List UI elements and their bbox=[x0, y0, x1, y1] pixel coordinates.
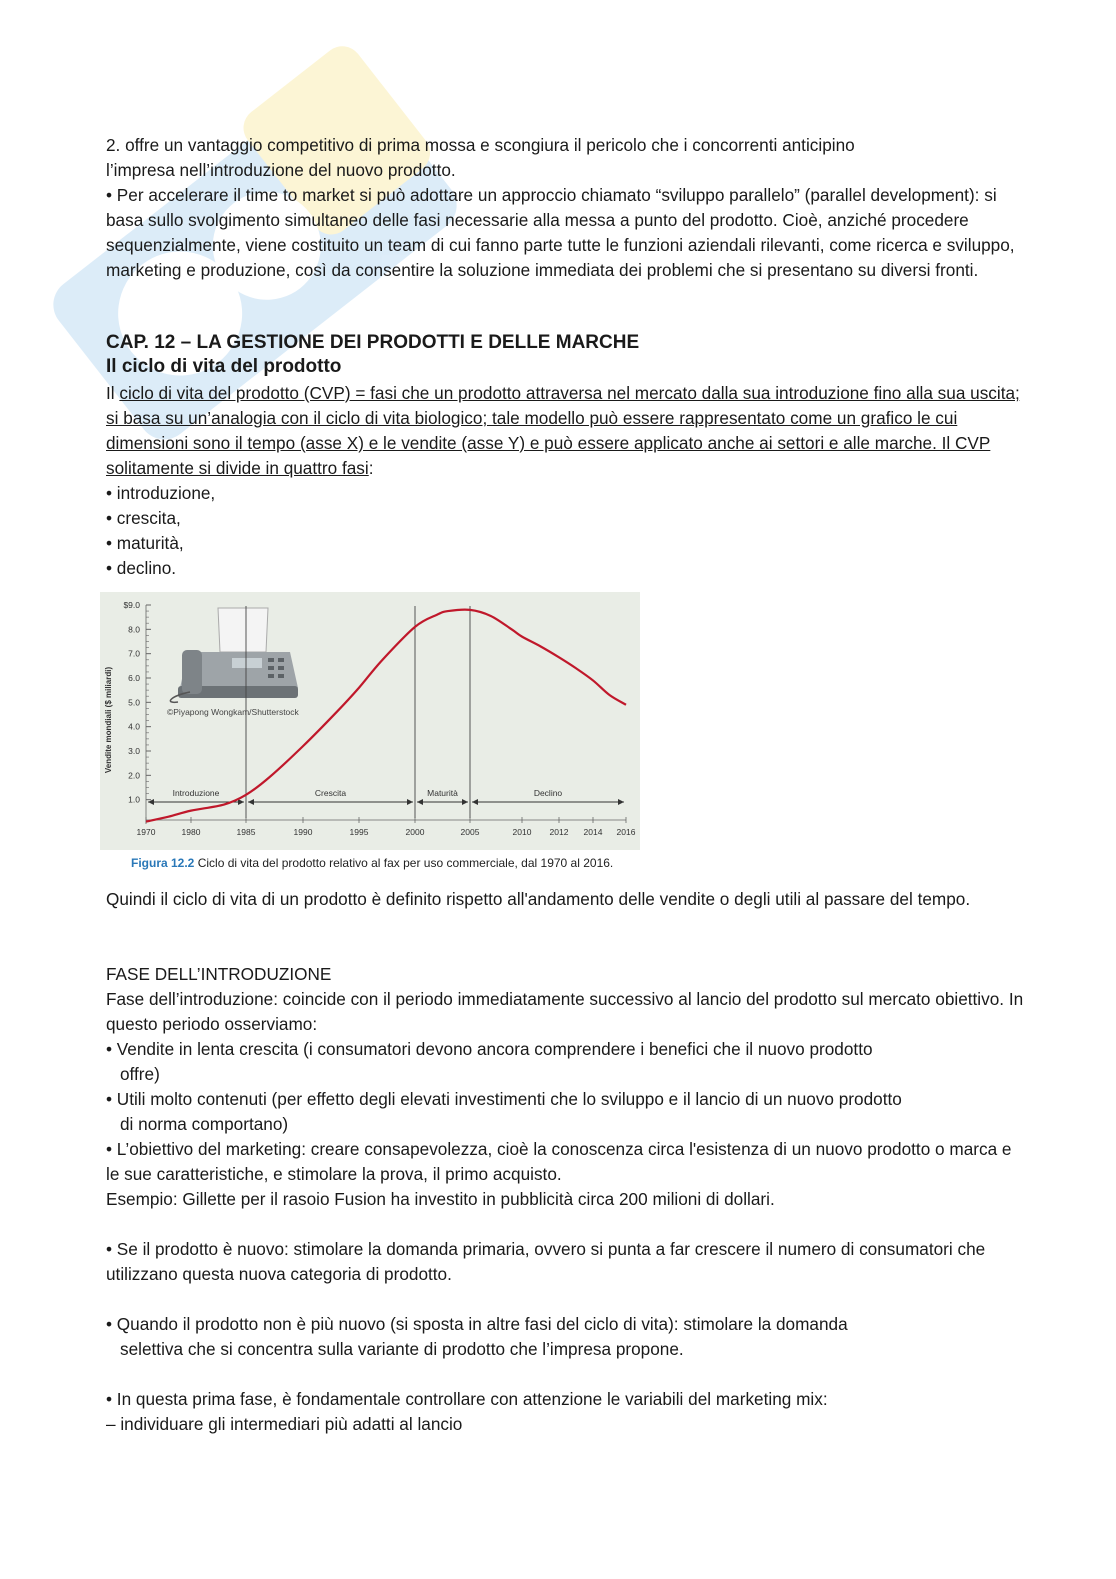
photo-credit: ©Piyapong Wongkam/Shutterstock bbox=[167, 707, 299, 717]
introduction-heading: FASE DELL’INTRODUZIONE bbox=[106, 964, 332, 984]
definition-block bbox=[106, 381, 1026, 581]
chapter-title: CAP. 12 – LA GESTIONE DEI PRODOTTI E DELLE MARCHE bbox=[106, 332, 640, 353]
bullet-not-new: • Quando il prodotto non è più nuovo (si sposta in altre fasi del ciclo di vita): stimolare la domanda bbox=[106, 1314, 848, 1334]
introduction-definition: Fase dell’introduzione: coincide con il periodo immediatamente successivo al lancio del prodotto sul mercato obiettivo. In questo periodo osserviamo: bbox=[106, 989, 1024, 1034]
x-tick-label: 2014 bbox=[583, 827, 603, 837]
definition-paragraph bbox=[106, 381, 1026, 481]
x-tick-label: 1990 bbox=[293, 827, 313, 837]
bullet-objective: • L’obiettivo del marketing: creare consapevolezza, cioè la conoscenza circa l'esistenza di un nuovo prodotto o marca e le sue caratteristiche, e stimolare la prova, il primo acquisto. bbox=[106, 1139, 1012, 1184]
intro-line-1: 2. offre un vantaggio competitivo di prima mossa e scongiura il pericolo che i concorrenti anticipino bbox=[106, 135, 855, 155]
section-title: Il ciclo di vita del prodotto bbox=[106, 356, 342, 377]
phase-label: Declino bbox=[533, 788, 563, 798]
example-text: Esempio: Gillette per il rasoio Fusion ha investito in pubblicità circa 200 milioni di dollari. bbox=[106, 1189, 775, 1209]
bullet-new-product: • Se il prodotto è nuovo: stimolare la domanda primaria, ovvero si punta a far crescere il numero di consumatori che utilizzano questa nuova categoria di prodotto. bbox=[106, 1239, 986, 1284]
phase-item-3: • maturità, bbox=[106, 533, 184, 553]
intro-line-2: l’impresa nell’introduzione del nuovo prodotto. bbox=[106, 160, 456, 180]
definition-prefix: Il bbox=[106, 383, 120, 403]
spacer-3 bbox=[106, 1362, 1026, 1387]
definition-underlined: ciclo di vita del prodotto (CVP) = fasi che un prodotto attraversa nel mercato dalla sua introduzione fino alla sua uscita; si basa su un’analogia con il ciclo di vita biologico; tale modello può essere rappresentato come un grafico le cui dimensioni sono il tempo (asse X) e le vendite (asse Y) e può essere applicato anche ai settori e alle marche. Il CVP solitamente si divide in quattro fasi bbox=[106, 383, 1020, 478]
figure-caption bbox=[131, 856, 613, 870]
y-tick-label: 1.0 bbox=[128, 794, 140, 805]
intro-bullet: • Per accelerare il time to market si può adottare un approccio chiamato “sviluppo parallelo” (parallel development): si basa sullo svolgimento simultaneo delle fasi necessarie alla messa a punto del prodotto. Cioè, anziché procedere sequenzialmente, viene costituito un team di cui fanno parte tutte le funzioni aziendali rilevanti, come ricerca e sviluppo, marketing e produzione, così da consentire la soluzione immediata dei problemi che si presentano su diversi fronti. bbox=[106, 185, 1015, 280]
y-tick-label: 8.0 bbox=[128, 624, 140, 635]
bullet-sales-cont: offre) bbox=[120, 1064, 160, 1084]
definition-suffix: : bbox=[368, 458, 374, 478]
y-tick-label: 2.0 bbox=[128, 770, 140, 781]
x-tick-label: 2012 bbox=[549, 827, 569, 837]
caption-text: Ciclo di vita del prodotto relativo al fax per uso commerciale, dal 1970 al 2016. bbox=[194, 856, 614, 870]
phase-item-4: • declino. bbox=[106, 558, 177, 578]
y-tick-label: 5.0 bbox=[128, 697, 140, 708]
x-tick-label: 2010 bbox=[512, 827, 532, 837]
x-tick-label: 1970 bbox=[136, 827, 156, 837]
y-tick-label: 4.0 bbox=[128, 721, 140, 732]
phase-label: Crescita bbox=[314, 788, 347, 798]
intro-paragraph bbox=[106, 133, 1026, 283]
bullet-profits: • Utili molto contenuti (per effetto degli elevati investimenti che lo sviluppo e il lancio di un nuovo prodotto bbox=[106, 1089, 902, 1109]
phase-item-1: • introduzione, bbox=[106, 483, 216, 503]
x-tick-label: 1980 bbox=[181, 827, 201, 837]
y-axis-label: Vendite mondiali ($ miliardi) bbox=[104, 666, 113, 774]
y-tick-label: $9.0 bbox=[123, 600, 140, 610]
phase-item-2: • crescita, bbox=[106, 508, 181, 528]
bullet-sales: • Vendite in lenta crescita (i consumatori devono ancora comprendere i benefici che il nuovo prodotto bbox=[106, 1039, 873, 1059]
life-cycle-chart bbox=[100, 592, 640, 850]
x-tick-label: 2016 bbox=[616, 827, 636, 837]
chart-background bbox=[100, 592, 640, 850]
y-tick-label: 7.0 bbox=[128, 648, 140, 659]
spacer-1 bbox=[106, 1212, 1026, 1237]
conclusion-block bbox=[106, 887, 1026, 912]
bullet-marketing-mix: • In questa prima fase, è fondamentale controllare con attenzione le variabili del marketing mix: bbox=[106, 1389, 828, 1409]
introduction-phase-block bbox=[106, 962, 1026, 1437]
x-tick-label: 2000 bbox=[405, 827, 425, 837]
spacer-2 bbox=[106, 1287, 1026, 1312]
conclusion-text: Quindi il ciclo di vita di un prodotto è definito rispetto all'andamento delle vendite o degli utili al passare del tempo. bbox=[106, 889, 971, 909]
phase-label: Maturità bbox=[427, 788, 458, 798]
bullet-not-new-cont: selettiva che si concentra sulla variante di prodotto che l’impresa propone. bbox=[120, 1339, 684, 1359]
phase-label: Introduzione bbox=[172, 788, 220, 798]
x-tick-label: 1985 bbox=[236, 827, 256, 837]
mix-item: – individuare gli intermediari più adatti al lancio bbox=[106, 1414, 463, 1434]
caption-label: Figura 12.2 bbox=[131, 856, 195, 870]
bullet-profits-cont: di norma comportano) bbox=[120, 1114, 289, 1134]
x-tick-label: 2005 bbox=[460, 827, 480, 837]
y-tick-label: 6.0 bbox=[128, 673, 140, 683]
y-tick-label: 3.0 bbox=[128, 746, 140, 756]
x-tick-label: 1995 bbox=[349, 827, 369, 837]
